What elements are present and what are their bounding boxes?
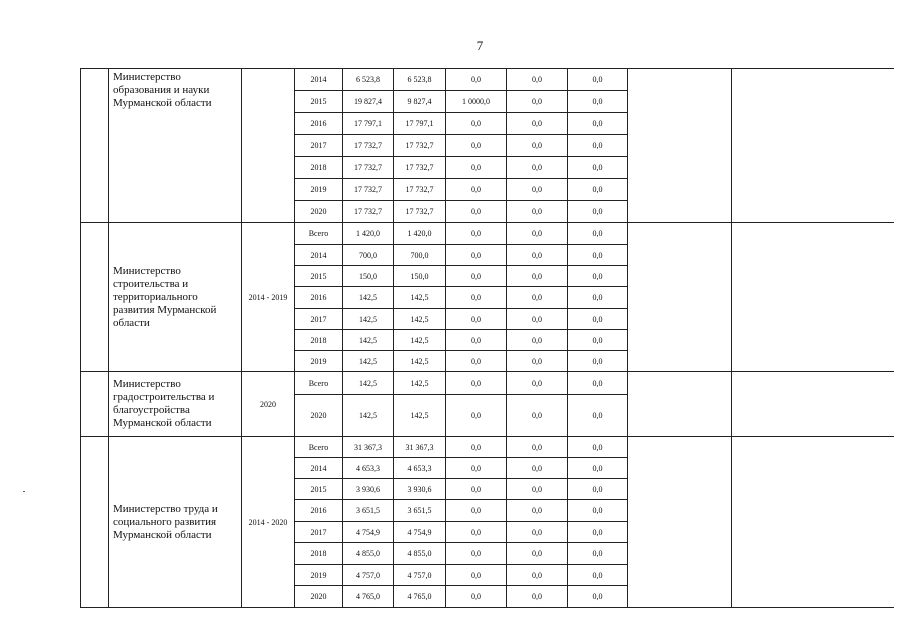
other-cell: 0,0 (568, 287, 628, 309)
other-cell: 0,0 (568, 522, 628, 543)
total-cell: 142,5 (343, 309, 394, 330)
table-row (81, 372, 894, 395)
federal-cell: 1 0000,0 (446, 91, 507, 113)
organization-cell: Министерство строительства и территориального развития Мурманской области (109, 223, 242, 372)
total-cell: 1 420,0 (343, 223, 394, 245)
period-cell: 2020 (242, 372, 295, 437)
federal-cell: 0,0 (446, 437, 507, 458)
federal-cell: 0,0 (446, 179, 507, 201)
federal-cell: 0,0 (446, 351, 507, 372)
federal-cell: 0,0 (446, 69, 507, 91)
other-cell: 0,0 (568, 586, 628, 608)
year-cell: 2019 (295, 351, 343, 372)
other-cell: 0,0 (568, 157, 628, 179)
table-row (81, 437, 894, 458)
total-cell: 4 765,0 (343, 586, 394, 608)
regional-cell: 3 651,5 (394, 500, 446, 522)
federal-cell: 0,0 (446, 372, 507, 395)
local-cell: 0,0 (507, 458, 568, 479)
other-cell: 0,0 (568, 179, 628, 201)
federal-cell: 0,0 (446, 330, 507, 351)
year-cell: 2017 (295, 309, 343, 330)
total-cell: 31 367,3 (343, 437, 394, 458)
total-cell: 17 797,1 (343, 113, 394, 135)
regional-cell: 142,5 (394, 395, 446, 437)
regional-cell: 4 653,3 (394, 458, 446, 479)
other-cell: 0,0 (568, 135, 628, 157)
year-cell: 2015 (295, 91, 343, 113)
total-cell: 142,5 (343, 351, 394, 372)
total-cell: 4 653,3 (343, 458, 394, 479)
organization-cell: Министерство образования и науки Мурманской области (109, 69, 242, 223)
year-cell: 2018 (295, 543, 343, 565)
year-cell: Всего (295, 223, 343, 245)
total-cell: 17 732,7 (343, 179, 394, 201)
other-cell: 0,0 (568, 223, 628, 245)
other-cell: 0,0 (568, 201, 628, 223)
year-cell: 2014 (295, 458, 343, 479)
row-number-cell (81, 372, 109, 437)
local-cell: 0,0 (507, 351, 568, 372)
local-cell: 0,0 (507, 287, 568, 309)
year-cell: 2020 (295, 586, 343, 608)
other-cell: 0,0 (568, 372, 628, 395)
page-number: 7 (476, 38, 484, 53)
federal-cell: 0,0 (446, 565, 507, 586)
other-cell: 0,0 (568, 330, 628, 351)
result-indicator-cell (628, 372, 732, 437)
local-cell: 0,0 (507, 223, 568, 245)
year-cell: 2020 (295, 201, 343, 223)
organization-cell: Министерство труда и социального развития Мурманской области (109, 437, 242, 608)
total-cell: 3 651,5 (343, 500, 394, 522)
local-cell: 0,0 (507, 565, 568, 586)
regional-cell: 4 757,0 (394, 565, 446, 586)
year-cell: 2018 (295, 157, 343, 179)
year-cell: 2017 (295, 135, 343, 157)
regional-cell: 17 732,7 (394, 135, 446, 157)
local-cell: 0,0 (507, 586, 568, 608)
year-cell: 2016 (295, 287, 343, 309)
federal-cell: 0,0 (446, 395, 507, 437)
regional-cell: 17 797,1 (394, 113, 446, 135)
total-cell: 3 930,6 (343, 479, 394, 500)
other-cell: 0,0 (568, 91, 628, 113)
regional-cell: 31 367,3 (394, 437, 446, 458)
notes-cell (732, 437, 894, 608)
year-cell: 2018 (295, 330, 343, 351)
total-cell: 142,5 (343, 372, 394, 395)
local-cell: 0,0 (507, 395, 568, 437)
table-row (81, 223, 894, 245)
row-number-cell (81, 69, 109, 223)
result-indicator-cell (628, 223, 732, 372)
other-cell: 0,0 (568, 479, 628, 500)
other-cell: 0,0 (568, 395, 628, 437)
federal-cell: 0,0 (446, 201, 507, 223)
regional-cell: 4 855,0 (394, 543, 446, 565)
year-cell: 2016 (295, 500, 343, 522)
regional-cell: 150,0 (394, 266, 446, 287)
regional-cell: 4 765,0 (394, 586, 446, 608)
period-cell: 2014 - 2019 (242, 223, 295, 372)
scan-artifact-dot (23, 491, 25, 492)
result-indicator-cell (628, 437, 732, 608)
federal-cell: 0,0 (446, 479, 507, 500)
regional-cell: 3 930,6 (394, 479, 446, 500)
regional-cell: 1 420,0 (394, 223, 446, 245)
federal-cell: 0,0 (446, 458, 507, 479)
period-cell (242, 69, 295, 223)
regional-cell: 142,5 (394, 309, 446, 330)
total-cell: 17 732,7 (343, 201, 394, 223)
federal-cell: 0,0 (446, 245, 507, 266)
notes-cell (732, 372, 894, 437)
year-cell: 2014 (295, 69, 343, 91)
regional-cell: 6 523,8 (394, 69, 446, 91)
local-cell: 0,0 (507, 113, 568, 135)
federal-cell: 0,0 (446, 223, 507, 245)
other-cell: 0,0 (568, 500, 628, 522)
regional-cell: 9 827,4 (394, 91, 446, 113)
local-cell: 0,0 (507, 372, 568, 395)
total-cell: 4 757,0 (343, 565, 394, 586)
total-cell: 142,5 (343, 330, 394, 351)
total-cell: 700,0 (343, 245, 394, 266)
other-cell: 0,0 (568, 437, 628, 458)
local-cell: 0,0 (507, 69, 568, 91)
year-cell: 2020 (295, 395, 343, 437)
other-cell: 0,0 (568, 565, 628, 586)
year-cell: 2015 (295, 266, 343, 287)
other-cell: 0,0 (568, 266, 628, 287)
federal-cell: 0,0 (446, 287, 507, 309)
local-cell: 0,0 (507, 543, 568, 565)
local-cell: 0,0 (507, 179, 568, 201)
row-number-cell (81, 223, 109, 372)
regional-cell: 142,5 (394, 372, 446, 395)
other-cell: 0,0 (568, 113, 628, 135)
year-cell: 2019 (295, 179, 343, 201)
local-cell: 0,0 (507, 309, 568, 330)
year-cell: 2014 (295, 245, 343, 266)
organization-cell: Министерство градостроительства и благоустройства Мурманской области (109, 372, 242, 437)
notes-cell (732, 69, 894, 223)
total-cell: 4 855,0 (343, 543, 394, 565)
total-cell: 4 754,9 (343, 522, 394, 543)
result-indicator-cell (628, 69, 732, 223)
notes-cell (732, 223, 894, 372)
total-cell: 6 523,8 (343, 69, 394, 91)
federal-cell: 0,0 (446, 266, 507, 287)
period-cell: 2014 - 2020 (242, 437, 295, 608)
other-cell: 0,0 (568, 245, 628, 266)
local-cell: 0,0 (507, 135, 568, 157)
year-cell: Всего (295, 437, 343, 458)
federal-cell: 0,0 (446, 586, 507, 608)
other-cell: 0,0 (568, 69, 628, 91)
federal-cell: 0,0 (446, 522, 507, 543)
local-cell: 0,0 (507, 479, 568, 500)
local-cell: 0,0 (507, 201, 568, 223)
year-cell: 2017 (295, 522, 343, 543)
regional-cell: 4 754,9 (394, 522, 446, 543)
regional-cell: 17 732,7 (394, 157, 446, 179)
local-cell: 0,0 (507, 91, 568, 113)
local-cell: 0,0 (507, 330, 568, 351)
federal-cell: 0,0 (446, 113, 507, 135)
federal-cell: 0,0 (446, 309, 507, 330)
federal-cell: 0,0 (446, 135, 507, 157)
total-cell: 17 732,7 (343, 157, 394, 179)
federal-cell: 0,0 (446, 157, 507, 179)
year-cell: Всего (295, 372, 343, 395)
total-cell: 150,0 (343, 266, 394, 287)
table-row (81, 69, 894, 91)
other-cell: 0,0 (568, 458, 628, 479)
regional-cell: 142,5 (394, 330, 446, 351)
total-cell: 19 827,4 (343, 91, 394, 113)
budget-table (80, 68, 894, 608)
regional-cell: 142,5 (394, 351, 446, 372)
federal-cell: 0,0 (446, 543, 507, 565)
year-cell: 2016 (295, 113, 343, 135)
regional-cell: 17 732,7 (394, 201, 446, 223)
local-cell: 0,0 (507, 266, 568, 287)
local-cell: 0,0 (507, 245, 568, 266)
year-cell: 2015 (295, 479, 343, 500)
regional-cell: 700,0 (394, 245, 446, 266)
local-cell: 0,0 (507, 157, 568, 179)
total-cell: 142,5 (343, 287, 394, 309)
local-cell: 0,0 (507, 437, 568, 458)
federal-cell: 0,0 (446, 500, 507, 522)
other-cell: 0,0 (568, 351, 628, 372)
total-cell: 17 732,7 (343, 135, 394, 157)
local-cell: 0,0 (507, 500, 568, 522)
row-number-cell (81, 437, 109, 608)
local-cell: 0,0 (507, 522, 568, 543)
total-cell: 142,5 (343, 395, 394, 437)
regional-cell: 17 732,7 (394, 179, 446, 201)
other-cell: 0,0 (568, 543, 628, 565)
regional-cell: 142,5 (394, 287, 446, 309)
other-cell: 0,0 (568, 309, 628, 330)
year-cell: 2019 (295, 565, 343, 586)
